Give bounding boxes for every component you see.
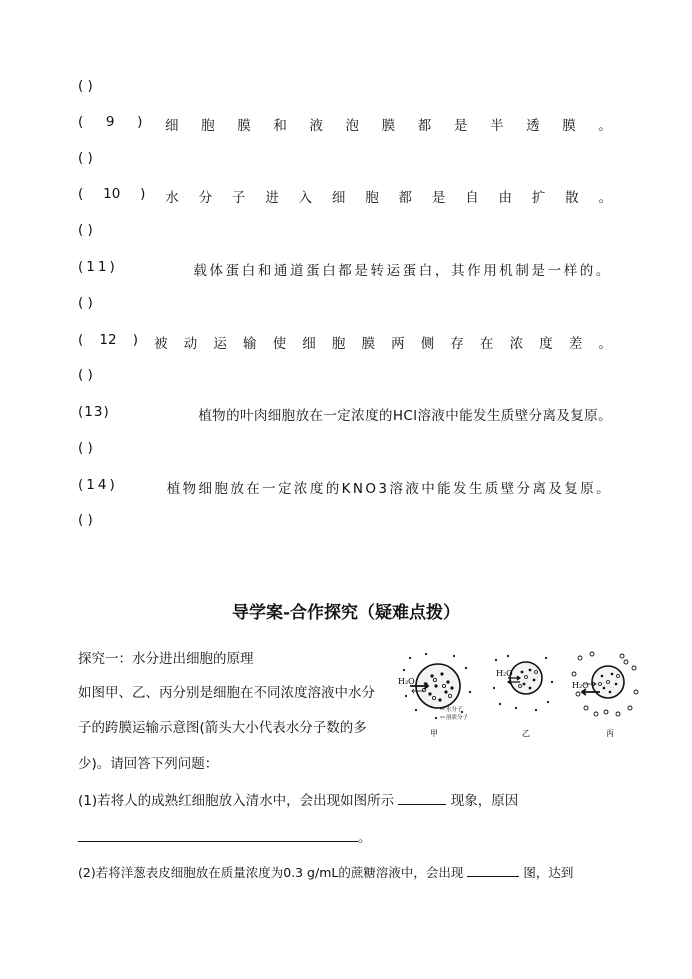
paren-open: ( — [78, 332, 84, 348]
char: 度 — [539, 336, 553, 352]
char: 。 — [598, 190, 612, 206]
judgment-paren-8: ( ) — [78, 78, 93, 94]
char: 液 — [309, 118, 323, 134]
char: 半 — [489, 118, 504, 134]
char: 膜 — [237, 118, 251, 134]
explore-heading: 探究一：水分进出细胞的原理 — [78, 651, 254, 667]
char: 存 — [450, 336, 464, 352]
judgment-paren-14: ( ) — [78, 512, 93, 528]
char: 。 — [598, 336, 612, 352]
char: 细 — [302, 336, 316, 352]
judgment-item-14 — [78, 477, 612, 497]
judgment-paren-13: ( ) — [78, 440, 93, 456]
char: 。 — [598, 118, 612, 134]
item-number: 14 — [86, 477, 110, 493]
judgment-item-9 — [78, 114, 612, 134]
answer-blank-3[interactable] — [467, 862, 519, 877]
judgment-paren-12: ( ) — [78, 367, 93, 383]
paren-close: ) — [140, 186, 146, 202]
paren-close: ) — [137, 114, 143, 130]
intro-line-2: 子的跨膜运输示意图(箭头大小代表水分子数的多 — [78, 720, 367, 736]
section-title: 导学案-合作探究（疑难点拨） — [231, 603, 461, 623]
char: 和 — [273, 118, 287, 134]
char: 散 — [565, 190, 579, 206]
question-1-answer-line — [78, 826, 372, 846]
intro-line-1: 如图甲、乙、丙分别是细胞在不同浓度溶液中水分 — [78, 685, 375, 701]
char: 被 — [154, 336, 168, 352]
legend-water-label: 水分子 — [446, 707, 463, 713]
char: 膜 — [361, 336, 375, 352]
char: 运 — [213, 336, 227, 352]
svg-text:H₂O: H₂O — [398, 677, 415, 686]
judgment-paren-9: ( ) — [78, 150, 93, 166]
cell-yi — [493, 655, 553, 738]
char: 差 — [568, 336, 583, 352]
char: 胞 — [331, 336, 346, 352]
intro-line-3: 少)。请回答下列问题： — [78, 756, 219, 772]
char: 胞 — [365, 190, 379, 206]
question-1 — [78, 789, 518, 809]
period: 。 — [358, 830, 372, 846]
item-number: 10 — [103, 186, 121, 202]
answer-blank-2[interactable] — [78, 827, 358, 842]
char: 自 — [465, 190, 479, 206]
legend-solute-label: 溶质分子 — [446, 715, 469, 721]
item-number-11: (11) — [78, 259, 118, 275]
char: 膜 — [562, 118, 576, 134]
label-jia: 甲 — [430, 729, 438, 738]
char: 泡 — [345, 118, 360, 134]
judgment-paren-10: ( ) — [78, 222, 93, 238]
char: 都 — [398, 190, 413, 206]
paren-open: ( — [78, 186, 84, 202]
item-text: 载体蛋白和通道蛋白都是转运蛋白，其作用机制是一样的。 — [193, 263, 612, 279]
char: 动 — [183, 336, 198, 352]
char: 分 — [198, 190, 213, 206]
char: 水 — [165, 190, 179, 206]
question-1-text: (1)若将人的成熟红细胞放入清水中，会出现如图所示 — [78, 793, 395, 809]
judgment-paren-11: ( ) — [78, 295, 93, 311]
label-yi: 乙 — [522, 729, 530, 738]
char: 扩 — [531, 190, 546, 206]
judgment-item-10 — [78, 186, 612, 206]
char: 输 — [243, 336, 257, 352]
svg-text:H₂O: H₂O — [496, 669, 513, 678]
cell-osmosis-figure — [396, 648, 642, 740]
char: 浓 — [509, 336, 524, 352]
answer-blank-1[interactable] — [398, 790, 446, 805]
char: 进 — [265, 190, 279, 206]
question-2 — [78, 862, 573, 881]
char: 是 — [431, 190, 446, 206]
item-number-14: (14) — [78, 477, 118, 493]
cell-bing — [572, 652, 638, 738]
label-bing: 丙 — [606, 729, 614, 738]
char: 入 — [298, 190, 313, 206]
char: 侧 — [420, 336, 435, 352]
char: 透 — [526, 118, 540, 134]
char: 在 — [480, 336, 494, 352]
char: 两 — [391, 336, 405, 352]
char: 是 — [453, 118, 468, 134]
char: 膜 — [381, 118, 396, 134]
char: 细 — [164, 118, 179, 134]
judgment-item-11 — [78, 259, 612, 279]
paren-open: ( — [78, 114, 84, 130]
char: 由 — [498, 190, 513, 206]
item-text: 植物的叶肉细胞放在一定浓度的HCl溶液中能发生质壁分离及复原。 — [198, 408, 612, 424]
char: 都 — [417, 118, 432, 134]
question-2-text-2: 图，达到 — [523, 865, 574, 880]
question-2-text: (2)若将洋葱表皮细胞放在质量浓度为0.3 g/mL的蔗糖溶液中，会出现 — [78, 865, 464, 880]
char: 细 — [331, 190, 346, 206]
item-number: 12 — [99, 332, 117, 348]
item-number: 11 — [86, 259, 110, 275]
item-number-13: (13) — [78, 404, 110, 420]
item-text: 植物细胞放在一定浓度的KNO3溶液中能发生质壁分离及复原。 — [166, 481, 612, 497]
judgment-item-12 — [78, 332, 612, 352]
char: 子 — [231, 190, 246, 206]
cell-jia — [398, 653, 471, 738]
judgment-item-13 — [78, 404, 612, 424]
svg-text:H₂O: H₂O — [572, 681, 589, 690]
char: 使 — [272, 336, 287, 352]
item-number: 9 — [105, 114, 115, 130]
question-1-text-2: 现象，原因 — [450, 793, 519, 809]
char: 胞 — [201, 118, 215, 134]
item-number: 13 — [84, 404, 104, 420]
paren-close: ) — [132, 332, 138, 348]
